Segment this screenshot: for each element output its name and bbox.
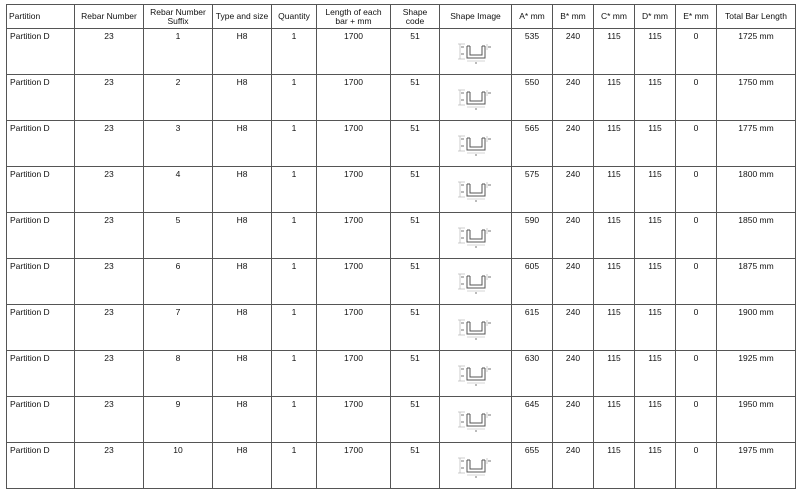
cell-length-each: 1700: [317, 213, 391, 259]
cell-c: 115: [594, 397, 635, 443]
table-row: [7, 213, 796, 259]
cell-suffix: 5: [144, 213, 213, 259]
cell-quantity: 1: [272, 75, 317, 121]
cell-d: 115: [635, 75, 676, 121]
cell-total-length: 1975 mm: [717, 443, 796, 489]
cell-shape-image: [440, 29, 512, 75]
cell-type-size: H8: [213, 443, 272, 489]
cell-quantity: 1: [272, 351, 317, 397]
cell-a: 575: [512, 167, 553, 213]
cell-shape-code: 51: [391, 443, 440, 489]
table-body: [7, 29, 796, 489]
cell-a: 550: [512, 75, 553, 121]
u-bar-shape-51-icon: [456, 177, 496, 203]
cell-c: 115: [594, 259, 635, 305]
cell-length-each: 1700: [317, 259, 391, 305]
cell-b: 240: [553, 305, 594, 351]
cell-suffix: 1: [144, 29, 213, 75]
cell-type-size: H8: [213, 213, 272, 259]
cell-c: 115: [594, 305, 635, 351]
cell-e: 0: [676, 213, 717, 259]
cell-type-size: H8: [213, 167, 272, 213]
cell-e: 0: [676, 397, 717, 443]
cell-length-each: 1700: [317, 29, 391, 75]
cell-shape-code: 51: [391, 29, 440, 75]
cell-suffix: 10: [144, 443, 213, 489]
header-quantity: Quantity: [272, 5, 317, 29]
cell-rebar-number: 23: [75, 121, 144, 167]
cell-suffix: 2: [144, 75, 213, 121]
cell-c: 115: [594, 213, 635, 259]
cell-c: 115: [594, 29, 635, 75]
table-row: [7, 305, 796, 351]
cell-d: 115: [635, 213, 676, 259]
cell-shape-code: 51: [391, 167, 440, 213]
cell-d: 115: [635, 351, 676, 397]
cell-e: 0: [676, 443, 717, 489]
cell-e: 0: [676, 351, 717, 397]
cell-partition: Partition D: [7, 351, 75, 397]
cell-shape-code: 51: [391, 351, 440, 397]
cell-partition: Partition D: [7, 305, 75, 351]
rebar-schedule-table: [6, 4, 796, 489]
header-e: E* mm: [676, 5, 717, 29]
cell-quantity: 1: [272, 29, 317, 75]
cell-shape-code: 51: [391, 397, 440, 443]
cell-c: 115: [594, 75, 635, 121]
cell-b: 240: [553, 397, 594, 443]
cell-type-size: H8: [213, 121, 272, 167]
cell-rebar-number: 23: [75, 213, 144, 259]
u-bar-shape-51-icon: [456, 407, 496, 433]
cell-a: 615: [512, 305, 553, 351]
header-a: A* mm: [512, 5, 553, 29]
cell-type-size: H8: [213, 351, 272, 397]
cell-total-length: 1750 mm: [717, 75, 796, 121]
u-bar-shape-51-icon: [456, 223, 496, 249]
cell-partition: Partition D: [7, 259, 75, 305]
cell-shape-image: [440, 121, 512, 167]
cell-partition: Partition D: [7, 29, 75, 75]
cell-total-length: 1850 mm: [717, 213, 796, 259]
cell-e: 0: [676, 29, 717, 75]
header-b: B* mm: [553, 5, 594, 29]
cell-quantity: 1: [272, 397, 317, 443]
cell-total-length: 1800 mm: [717, 167, 796, 213]
cell-d: 115: [635, 443, 676, 489]
cell-total-length: 1775 mm: [717, 121, 796, 167]
cell-type-size: H8: [213, 397, 272, 443]
cell-rebar-number: 23: [75, 397, 144, 443]
cell-suffix: 8: [144, 351, 213, 397]
cell-total-length: 1950 mm: [717, 397, 796, 443]
cell-d: 115: [635, 167, 676, 213]
cell-a: 605: [512, 259, 553, 305]
u-bar-shape-51-icon: [456, 269, 496, 295]
cell-type-size: H8: [213, 259, 272, 305]
cell-rebar-number: 23: [75, 305, 144, 351]
cell-quantity: 1: [272, 121, 317, 167]
cell-shape-image: [440, 351, 512, 397]
header-d: D* mm: [635, 5, 676, 29]
cell-type-size: H8: [213, 29, 272, 75]
cell-total-length: 1875 mm: [717, 259, 796, 305]
header-shape-image: Shape Image: [440, 5, 512, 29]
cell-partition: Partition D: [7, 443, 75, 489]
cell-b: 240: [553, 75, 594, 121]
cell-d: 115: [635, 397, 676, 443]
cell-total-length: 1925 mm: [717, 351, 796, 397]
cell-partition: Partition D: [7, 121, 75, 167]
cell-length-each: 1700: [317, 397, 391, 443]
cell-b: 240: [553, 259, 594, 305]
cell-e: 0: [676, 75, 717, 121]
cell-shape-image: [440, 213, 512, 259]
header-rebar-number: Rebar Number: [75, 5, 144, 29]
cell-a: 590: [512, 213, 553, 259]
cell-total-length: 1725 mm: [717, 29, 796, 75]
cell-rebar-number: 23: [75, 29, 144, 75]
cell-e: 0: [676, 167, 717, 213]
cell-a: 655: [512, 443, 553, 489]
header-total-length: Total Bar Length: [717, 5, 796, 29]
cell-a: 630: [512, 351, 553, 397]
cell-suffix: 7: [144, 305, 213, 351]
cell-c: 115: [594, 351, 635, 397]
cell-shape-code: 51: [391, 259, 440, 305]
cell-partition: Partition D: [7, 75, 75, 121]
cell-suffix: 3: [144, 121, 213, 167]
cell-length-each: 1700: [317, 443, 391, 489]
cell-c: 115: [594, 167, 635, 213]
cell-b: 240: [553, 167, 594, 213]
cell-e: 0: [676, 121, 717, 167]
cell-length-each: 1700: [317, 121, 391, 167]
cell-rebar-number: 23: [75, 75, 144, 121]
cell-shape-image: [440, 443, 512, 489]
cell-rebar-number: 23: [75, 167, 144, 213]
cell-shape-image: [440, 167, 512, 213]
cell-shape-code: 51: [391, 75, 440, 121]
header-row: [7, 5, 796, 29]
cell-a: 645: [512, 397, 553, 443]
cell-rebar-number: 23: [75, 259, 144, 305]
cell-partition: Partition D: [7, 397, 75, 443]
header-type-size: Type and size: [213, 5, 272, 29]
cell-c: 115: [594, 443, 635, 489]
u-bar-shape-51-icon: [456, 361, 496, 387]
header-length-each: Length of each bar + mm: [317, 5, 391, 29]
cell-b: 240: [553, 443, 594, 489]
cell-e: 0: [676, 259, 717, 305]
cell-quantity: 1: [272, 167, 317, 213]
cell-shape-image: [440, 305, 512, 351]
cell-shape-code: 51: [391, 213, 440, 259]
cell-shape-image: [440, 397, 512, 443]
table-row: [7, 121, 796, 167]
cell-suffix: 4: [144, 167, 213, 213]
table-row: [7, 259, 796, 305]
cell-rebar-number: 23: [75, 443, 144, 489]
table-row: [7, 29, 796, 75]
u-bar-shape-51-icon: [456, 39, 496, 65]
cell-partition: Partition D: [7, 167, 75, 213]
cell-quantity: 1: [272, 259, 317, 305]
cell-length-each: 1700: [317, 75, 391, 121]
cell-d: 115: [635, 121, 676, 167]
header-shape-code: Shape code: [391, 5, 440, 29]
header-partition: Partition: [7, 5, 75, 29]
cell-c: 115: [594, 121, 635, 167]
cell-total-length: 1900 mm: [717, 305, 796, 351]
cell-b: 240: [553, 29, 594, 75]
cell-shape-image: [440, 259, 512, 305]
cell-suffix: 6: [144, 259, 213, 305]
cell-length-each: 1700: [317, 167, 391, 213]
cell-quantity: 1: [272, 213, 317, 259]
cell-a: 535: [512, 29, 553, 75]
header-suffix: Rebar Number Suffix: [144, 5, 213, 29]
cell-b: 240: [553, 121, 594, 167]
table-row: [7, 443, 796, 489]
u-bar-shape-51-icon: [456, 85, 496, 111]
cell-b: 240: [553, 351, 594, 397]
table-row: [7, 167, 796, 213]
cell-d: 115: [635, 29, 676, 75]
cell-a: 565: [512, 121, 553, 167]
cell-rebar-number: 23: [75, 351, 144, 397]
cell-b: 240: [553, 213, 594, 259]
cell-quantity: 1: [272, 443, 317, 489]
cell-shape-code: 51: [391, 121, 440, 167]
cell-e: 0: [676, 305, 717, 351]
cell-type-size: H8: [213, 75, 272, 121]
u-bar-shape-51-icon: [456, 315, 496, 341]
u-bar-shape-51-icon: [456, 131, 496, 157]
cell-d: 115: [635, 259, 676, 305]
table-row: [7, 397, 796, 443]
cell-quantity: 1: [272, 305, 317, 351]
cell-type-size: H8: [213, 305, 272, 351]
table-row: [7, 75, 796, 121]
header-c: C* mm: [594, 5, 635, 29]
cell-shape-image: [440, 75, 512, 121]
u-bar-shape-51-icon: [456, 453, 496, 479]
cell-shape-code: 51: [391, 305, 440, 351]
cell-length-each: 1700: [317, 305, 391, 351]
cell-suffix: 9: [144, 397, 213, 443]
cell-length-each: 1700: [317, 351, 391, 397]
table-row: [7, 351, 796, 397]
cell-d: 115: [635, 305, 676, 351]
cell-partition: Partition D: [7, 213, 75, 259]
